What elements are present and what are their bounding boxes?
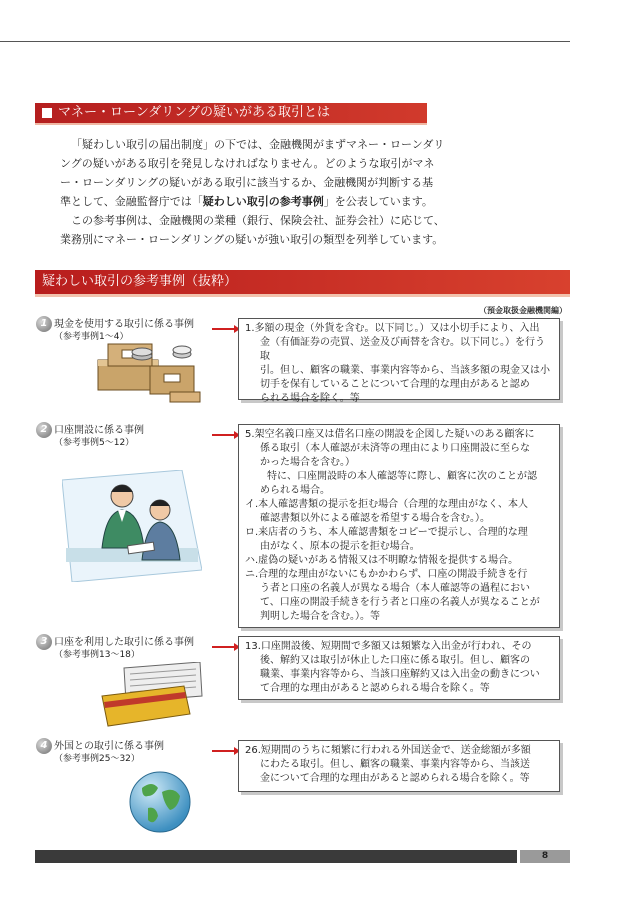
page-number: 8	[520, 850, 570, 863]
arrow-3-icon	[212, 646, 236, 648]
section-title: 疑わしい取引の参考事例（抜粋）	[42, 274, 238, 289]
counter-meeting-illustration	[62, 470, 202, 582]
category-number-4: 4	[36, 738, 52, 754]
cash-bundles-illustration	[92, 340, 204, 404]
arrow-1-icon	[212, 328, 236, 330]
intro-emphasis: 疑わしい取引の参考事例	[202, 195, 324, 208]
top-rule	[0, 41, 570, 42]
category-number-1: 1	[36, 316, 52, 332]
case-box-3: 13.口座開設後、短期間で多額又は頻繁な入出金が行われ、その 後、解約又は取引が休止した口座に係る取引。但し、顧客の 職業、事業内容等から、当該口座解約又は入出金の動きについ て合理的な理由があると認められる場合を除く。等	[238, 636, 560, 700]
category-label-1: 現金を使用する取引に係る事例 （参考事例1～4）	[54, 319, 194, 342]
arrow-2-icon	[212, 434, 236, 436]
arrow-4-icon	[212, 750, 236, 752]
footer-bar	[35, 850, 517, 863]
title-marker-icon	[42, 108, 52, 118]
source-note: （預金取扱金融機関編）	[479, 306, 567, 315]
case-box-2: 5.架空名義口座又は借名口座の開設を企図した疑いのある顧客に 係る取引（本人確認が未済等の理由により口座開設に至らな かった場合を含む。） 特に、口座開設時の本人確認等に際し、顧客に次のことが認 められる場合。 イ.本人確認書類の提示を拒む場合（合理的な理由がなく、本人 確認書類以外による確認を希望する場合を含む。）。 ロ.来店者のうち、本人確認書類をコピーで提示し、合理的な理 由がなく、原本の提示を拒む場合。 ハ.虚偽の疑いがある情報又は不明瞭な情報を提供する場合。 ニ.合理的な理由がないにもかかわらず、口座の開設手続きを行 う者と口座の名義人が異なる場合（本人確認等の過程におい て、口座の開設手続きを行う者と口座の名義人が異なることが 判明した場合を含む。）。等	[238, 424, 560, 628]
category-number-3: 3	[36, 634, 52, 650]
intro-paragraph: 「疑わしい取引の届出制度」の下では、金融機関がまずマネー・ローンダリ ングの疑いがある取引を発見しなければなりません。どのような取引がマネ ー・ローンダリングの疑いがある取引に該当するか、金融機関が判断する基 準として、金融監督庁では「疑わしい取引の参考事例」を公表しています。 この参考事例は、金融機関の業種（銀行、保険会社、証券会社）に応じて、 業務別にマネー・ローンダリングの疑いが強い取引の類型を列挙しています。	[60, 138, 445, 246]
category-number-2: 2	[36, 422, 52, 438]
category-label-3: 口座を利用した取引に係る事例 （参考事例13～18）	[54, 637, 194, 660]
category-label-4: 外国との取引に係る事例 （参考事例25～32）	[54, 741, 164, 764]
case-box-4: 26.短期間のうちに頻繁に行われる外国送金で、送金総額が多額 にわたる取引。但し、顧客の職業、事業内容等から、当該送 金について合理的な理由があると認められる場合を除く。等	[238, 740, 560, 792]
page-title: マネー・ローンダリングの疑いがある取引とは	[58, 105, 330, 120]
section-underline	[35, 294, 570, 297]
category-label-2: 口座開設に係る事例 （参考事例5～12）	[54, 425, 144, 448]
globe-illustration	[128, 770, 192, 834]
passbook-card-illustration	[100, 662, 204, 728]
case-box-1: 1.多額の現金（外貨を含む。以下同じ。）又は小切手により、入出 金（有価証券の売買、送金及び両替を含む。以下同じ。）を行う取 引。但し、顧客の職業、事業内容等から、当該多額の現金又は小 切手を保有していることについて合理的な理由があると認め られる場合を除く。等	[238, 318, 560, 400]
